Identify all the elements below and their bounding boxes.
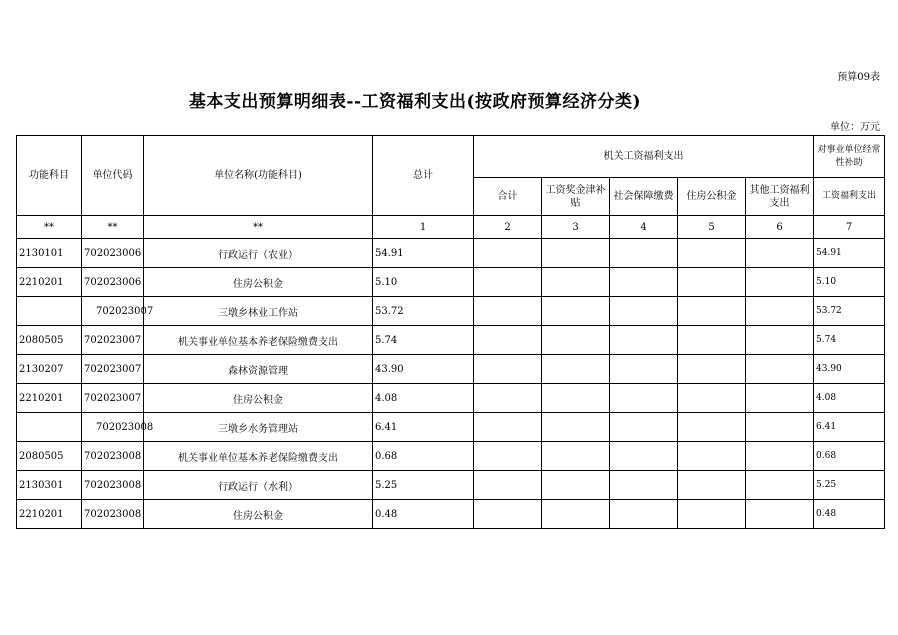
inst-salary-cell: 5.10 (814, 268, 885, 297)
unit-label: 单位：万元 (830, 122, 880, 133)
total-cell: 0.68 (373, 442, 474, 471)
table-row (17, 239, 885, 268)
social-cell (610, 326, 678, 355)
inst-salary-cell: 0.48 (814, 500, 885, 529)
func-code-cell: 2130101 (17, 239, 82, 268)
header-inst-subsidy-group: 对事业单位经常性补助 (814, 136, 885, 178)
salary-cell (542, 442, 610, 471)
social-cell (610, 384, 678, 413)
total-cell: 0.48 (373, 500, 474, 529)
document-code: 预算09表 (837, 72, 880, 83)
index-cell: 1 (373, 216, 474, 239)
unit-name-cell: 住房公积金 (144, 384, 373, 413)
table-row (17, 384, 885, 413)
housing-cell (678, 239, 746, 268)
social-cell (610, 471, 678, 500)
housing-cell (678, 500, 746, 529)
housing-cell (678, 268, 746, 297)
budget-table (16, 135, 885, 529)
total-cell: 43.90 (373, 355, 474, 384)
salary-cell (542, 500, 610, 529)
total-cell: 5.10 (373, 268, 474, 297)
unit-code-cell: 702023008 (82, 500, 144, 529)
index-cell: ** (17, 216, 82, 239)
housing-cell (678, 326, 746, 355)
index-cell: 2 (474, 216, 542, 239)
unit-code-cell: 702023007 (82, 355, 144, 384)
unit-name-cell: 住房公积金 (144, 268, 373, 297)
unit-code-cell: 702023007 (82, 384, 144, 413)
unit-name-cell: 森林资源管理 (144, 355, 373, 384)
other-cell (746, 355, 814, 384)
housing-cell (678, 297, 746, 326)
header-sum: 合计 (474, 178, 542, 216)
table-row (17, 500, 885, 529)
social-cell (610, 268, 678, 297)
unit-name-cell: 行政运行（农业） (144, 239, 373, 268)
other-cell (746, 384, 814, 413)
sum-cell (474, 500, 542, 529)
housing-cell (678, 355, 746, 384)
sum-cell (474, 355, 542, 384)
sum-cell (474, 268, 542, 297)
unit-code-cell: 702023008 (82, 442, 144, 471)
social-cell (610, 355, 678, 384)
func-code-cell: 2210201 (17, 268, 82, 297)
table-row (17, 326, 885, 355)
social-cell (610, 500, 678, 529)
header-salary-allowance: 工资奖金津补贴 (542, 178, 610, 216)
func-code-cell (17, 297, 82, 326)
total-cell: 5.74 (373, 326, 474, 355)
header-other-salary: 其他工资福利支出 (746, 178, 814, 216)
unit-code-cell: 702023006 (82, 239, 144, 268)
housing-cell (678, 384, 746, 413)
table-row (17, 471, 885, 500)
salary-cell (542, 326, 610, 355)
housing-cell (678, 471, 746, 500)
salary-cell (542, 268, 610, 297)
unit-name-cell: 三墩乡林业工作站 (144, 297, 373, 326)
other-cell (746, 413, 814, 442)
header-row-top (17, 136, 885, 178)
index-cell: 6 (746, 216, 814, 239)
page-title: 基本支出预算明细表--工资福利支出(按政府预算经济分类) (188, 92, 642, 112)
inst-salary-cell: 5.25 (814, 471, 885, 500)
unit-name-cell: 三墩乡水务管理站 (144, 413, 373, 442)
unit-code-cell: 702023008 (82, 471, 144, 500)
total-cell: 5.25 (373, 471, 474, 500)
inst-salary-cell: 4.08 (814, 384, 885, 413)
total-cell: 53.72 (373, 297, 474, 326)
social-cell (610, 442, 678, 471)
unit-code-cell: 702023007 (82, 297, 144, 326)
sum-cell (474, 413, 542, 442)
other-cell (746, 500, 814, 529)
salary-cell (542, 471, 610, 500)
social-cell (610, 297, 678, 326)
table-row (17, 268, 885, 297)
table-row (17, 442, 885, 471)
unit-code-cell: 702023006 (82, 268, 144, 297)
func-code-cell: 2210201 (17, 384, 82, 413)
social-cell (610, 413, 678, 442)
total-cell: 6.41 (373, 413, 474, 442)
table-row (17, 297, 885, 326)
index-cell: 4 (610, 216, 678, 239)
salary-cell (542, 384, 610, 413)
unit-name-cell: 机关事业单位基本养老保险缴费支出 (144, 442, 373, 471)
housing-cell (678, 442, 746, 471)
unit-name-cell: 行政运行（水利） (144, 471, 373, 500)
func-code-cell: 2080505 (17, 442, 82, 471)
index-row (17, 216, 885, 239)
housing-cell (678, 413, 746, 442)
func-code-cell (17, 413, 82, 442)
other-cell (746, 297, 814, 326)
total-cell: 54.91 (373, 239, 474, 268)
sum-cell (474, 297, 542, 326)
unit-code-cell: 702023008 (82, 413, 144, 442)
header-org-salary-group: 机关工资福利支出 (474, 136, 814, 178)
sum-cell (474, 326, 542, 355)
social-cell (610, 239, 678, 268)
header-housing-fund: 住房公积金 (678, 178, 746, 216)
index-cell: 5 (678, 216, 746, 239)
func-code-cell: 2130207 (17, 355, 82, 384)
salary-cell (542, 413, 610, 442)
func-code-cell: 2080505 (17, 326, 82, 355)
other-cell (746, 442, 814, 471)
unit-name-cell: 机关事业单位基本养老保险缴费支出 (144, 326, 373, 355)
table-row (17, 413, 885, 442)
func-code-cell: 2130301 (17, 471, 82, 500)
header-social-security: 社会保障缴费 (610, 178, 678, 216)
index-cell: ** (144, 216, 373, 239)
header-inst-salary: 工资福利支出 (814, 178, 885, 216)
header-total: 总计 (373, 136, 474, 216)
header-unit-code: 单位代码 (82, 136, 144, 216)
sum-cell (474, 442, 542, 471)
other-cell (746, 326, 814, 355)
header-unit-name: 单位名称(功能科目) (144, 136, 373, 216)
total-cell: 4.08 (373, 384, 474, 413)
inst-salary-cell: 0.68 (814, 442, 885, 471)
header-func-code: 功能科目 (17, 136, 82, 216)
salary-cell (542, 355, 610, 384)
index-cell: ** (82, 216, 144, 239)
table-row (17, 355, 885, 384)
sum-cell (474, 239, 542, 268)
unit-name-cell: 住房公积金 (144, 500, 373, 529)
salary-cell (542, 297, 610, 326)
inst-salary-cell: 6.41 (814, 413, 885, 442)
inst-salary-cell: 53.72 (814, 297, 885, 326)
inst-salary-cell: 54.91 (814, 239, 885, 268)
salary-cell (542, 239, 610, 268)
inst-salary-cell: 5.74 (814, 326, 885, 355)
sum-cell (474, 471, 542, 500)
unit-code-cell: 702023007 (82, 326, 144, 355)
other-cell (746, 471, 814, 500)
index-cell: 3 (542, 216, 610, 239)
other-cell (746, 268, 814, 297)
inst-salary-cell: 43.90 (814, 355, 885, 384)
func-code-cell: 2210201 (17, 500, 82, 529)
index-cell: 7 (814, 216, 885, 239)
other-cell (746, 239, 814, 268)
sum-cell (474, 384, 542, 413)
